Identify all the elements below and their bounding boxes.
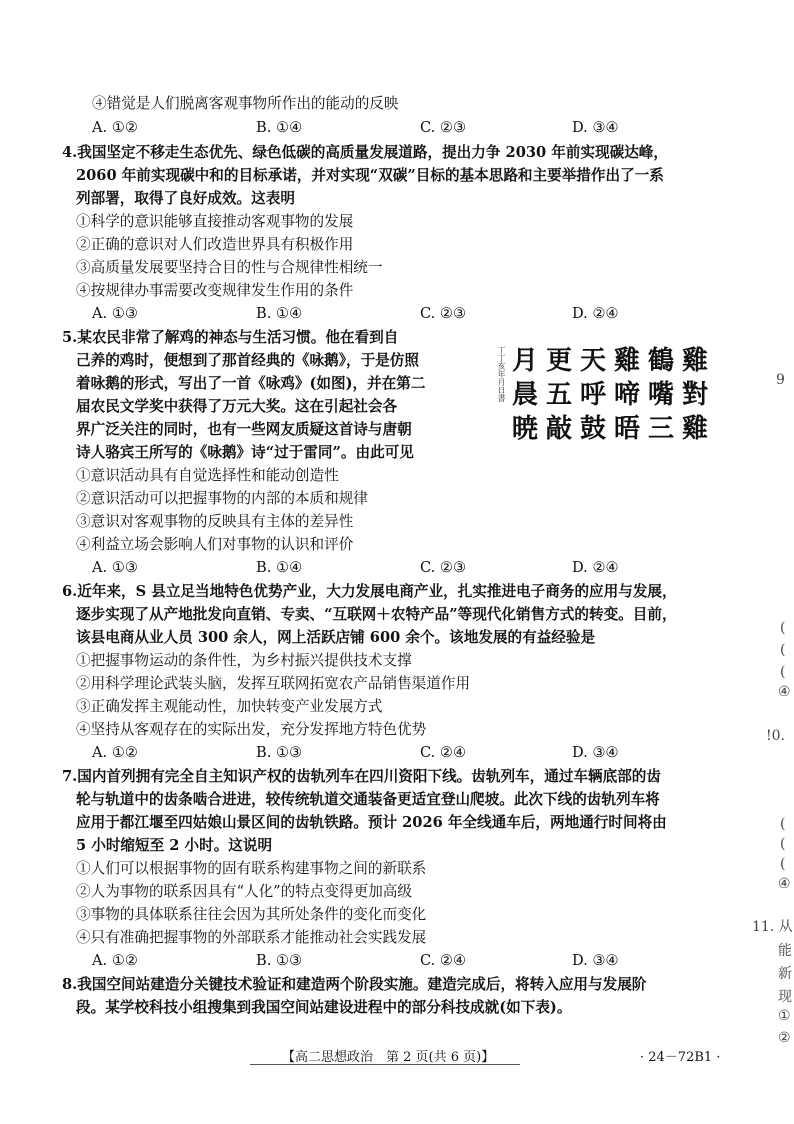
- text-line: ①把握事物运动的条件性，为乡村振兴提供技术支撑: [76, 652, 412, 669]
- text-line: 轮与轨道中的齿条啮合进进，较传统轨道交通装备更适宜登山爬坡。此次下线的齿轨列车将: [76, 791, 660, 808]
- text-line: ④按规律办事需要改变规律发生作用的条件: [76, 282, 354, 299]
- text-line: 逐步实现了从产地批发向直销、专卖、“互联网＋农特产品”等现代化销售方式的转变。目前，: [76, 606, 677, 623]
- answer-option: A. ①②: [92, 744, 138, 761]
- text-line: ③高质量发展要坚持合目的性与合规律性相统一: [76, 259, 383, 276]
- answer-option: D. ③④: [572, 119, 619, 136]
- footer-code: · 24－72B1 ·: [640, 1050, 721, 1065]
- answer-option: C. ②③: [420, 559, 467, 576]
- text-line: 4.我国坚定不移走生态优先、绿色低碳的高质量发展道路，提出力争 2030 年前实现碳达峰，: [62, 144, 668, 161]
- text-line: ④只有准确把握事物的外部联系才能推动社会实践发展: [76, 929, 427, 946]
- edge-fragment: ④: [778, 876, 791, 892]
- edge-fragment: 新: [778, 966, 792, 982]
- poem-column: 雞 對 雞: [681, 346, 708, 444]
- text-line: ③事物的具体联系往往会因为其所处条件的变化而变化: [76, 906, 427, 923]
- answer-option: B. ①④: [256, 305, 303, 322]
- text-line: 该县电商从业人员 300 余人，网上活跃店铺 600 余个。该地发展的有益经验是: [76, 629, 596, 646]
- text-line: ②用科学理论武装头脑，发挥互联网拓宽农产品销售渠道作用: [76, 675, 471, 692]
- answer-option: A. ①②: [92, 119, 138, 136]
- text-line: 6.近年来，S 县立足当地特色优势产业，大力发展电商产业，扎实推进电子商务的应用与发展，: [62, 583, 677, 600]
- text-line: 7.国内首列拥有完全自主知识产权的齿轨列车在四川资阳下线。齿轨列车，通过车辆底部的齿: [62, 768, 661, 785]
- text-line: ④错觉是人们脱离客观事物所作出的能动的反映: [92, 95, 399, 112]
- text-line: 段。某学校科技小组搜集到我国空间站建设进程中的部分科技成就(如下表)。: [76, 999, 572, 1016]
- answer-option: D. ②④: [572, 559, 619, 576]
- text-line: 2060 年前实现碳中和的目标承诺，并对实现“双碳”目标的基本思路和主要举措作出了一系: [76, 167, 664, 184]
- edge-fragment: ①: [778, 1008, 791, 1024]
- edge-fragment: ②: [778, 1030, 791, 1046]
- poem-column: 雞 啼 晤: [613, 346, 640, 444]
- text-line: ②人为事物的联系因具有“人化”的特点变得更加高级: [76, 883, 412, 900]
- edge-fragment: (: [780, 664, 786, 680]
- text-line: 列部署，取得了良好成效。这表明: [76, 190, 295, 207]
- text-line: ③意识对客观事物的反映具有主体的差异性: [76, 513, 354, 530]
- edge-fragment: !0.: [766, 728, 785, 744]
- text-line: 届农民文学奖中获得了万元大奖。这在引起社会各: [76, 398, 398, 415]
- poem-signature: 丁丁亥年月日書: [497, 346, 506, 402]
- text-line: 8.我国空间站建造分关键技术验证和建造两个阶段实施。建造完成后，将转入应用与发展阶: [62, 976, 647, 993]
- edge-fragment: (: [780, 816, 786, 832]
- text-line: ①意识活动具有自觉选择性和能动创造性: [76, 467, 339, 484]
- answer-option: D. ②④: [572, 305, 619, 322]
- text-line: ①科学的意识能够直接推动客观事物的发展: [76, 213, 354, 230]
- text-line: ④坚持从客观存在的实际出发，充分发挥地方特色优势: [76, 721, 427, 738]
- text-line: 5 小时缩短至 2 小时。这说明: [76, 837, 273, 854]
- answer-option: C. ②④: [420, 744, 467, 761]
- text-line: 界广泛关注的同时，也有一些网友质疑这首诗与唐朝: [76, 421, 412, 438]
- text-line: 着咏鹅的形式，写出了一首《咏鸡》(如图)，并在第二: [76, 375, 426, 392]
- edge-fragment: (: [780, 836, 786, 852]
- answer-option: D. ③④: [572, 952, 619, 969]
- edge-fragment: 现: [778, 989, 792, 1005]
- text-line: 5.某农民非常了解鸡的神态与生活习惯。他在看到自: [62, 329, 399, 346]
- answer-option: B. ①③: [256, 952, 303, 969]
- text-line: ②正确的意识对人们改造世界具有积极作用: [76, 236, 354, 253]
- text-line: ①人们可以根据事物的固有联系构建事物之间的新联系: [76, 860, 427, 877]
- edge-fragment: (: [780, 642, 786, 658]
- text-line: ②意识活动可以把握事物的内部的本质和规律: [76, 490, 368, 507]
- answer-option: C. ②③: [420, 119, 467, 136]
- edge-fragment: (: [780, 620, 786, 636]
- text-line: ③正确发挥主观能动性，加快转变产业发展方式: [76, 698, 383, 715]
- footer-title: 【高二思想政治 第 2 页(共 6 页)】: [282, 1050, 495, 1065]
- text-line: 诗人骆宾王所写的《咏鹅》诗“过于雷同”。由此可见: [76, 444, 414, 461]
- answer-option: B. ①④: [256, 559, 303, 576]
- answer-option: A. ①②: [92, 952, 138, 969]
- edge-fragment: 9: [776, 372, 785, 388]
- text-line: 己养的鸡时，便想到了那首经典的《咏鹅》，于是仿照: [76, 352, 419, 369]
- poem-column: 天 呼 鼓: [579, 346, 606, 444]
- answer-option: A. ①③: [92, 559, 138, 576]
- answer-option: B. ①④: [256, 119, 303, 136]
- edge-fragment: 能: [778, 943, 792, 959]
- poem-calligraphy-image: [484, 336, 710, 454]
- edge-fragment: ④: [778, 684, 791, 700]
- text-line: 应用于都江堰至四姑娘山景区间的齿轨铁路。预计 2026 年全线通车后，两地通行时间将由: [76, 814, 667, 831]
- answer-option: D. ③④: [572, 744, 619, 761]
- answer-option: A. ①③: [92, 305, 138, 322]
- edge-fragment: (: [780, 856, 786, 872]
- poem-column: 鶴 嘴 三: [647, 346, 674, 444]
- answer-option: C. ②③: [420, 305, 467, 322]
- answer-option: B. ①③: [256, 744, 303, 761]
- poem-column: 更 五 敲: [545, 346, 572, 444]
- answer-option: C. ②④: [420, 952, 467, 969]
- text-line: ④利益立场会影响人们对事物的认识和评价: [76, 536, 354, 553]
- poem-column: 月 晨 暁: [511, 346, 538, 444]
- edge-fragment: 11. 从: [752, 919, 793, 935]
